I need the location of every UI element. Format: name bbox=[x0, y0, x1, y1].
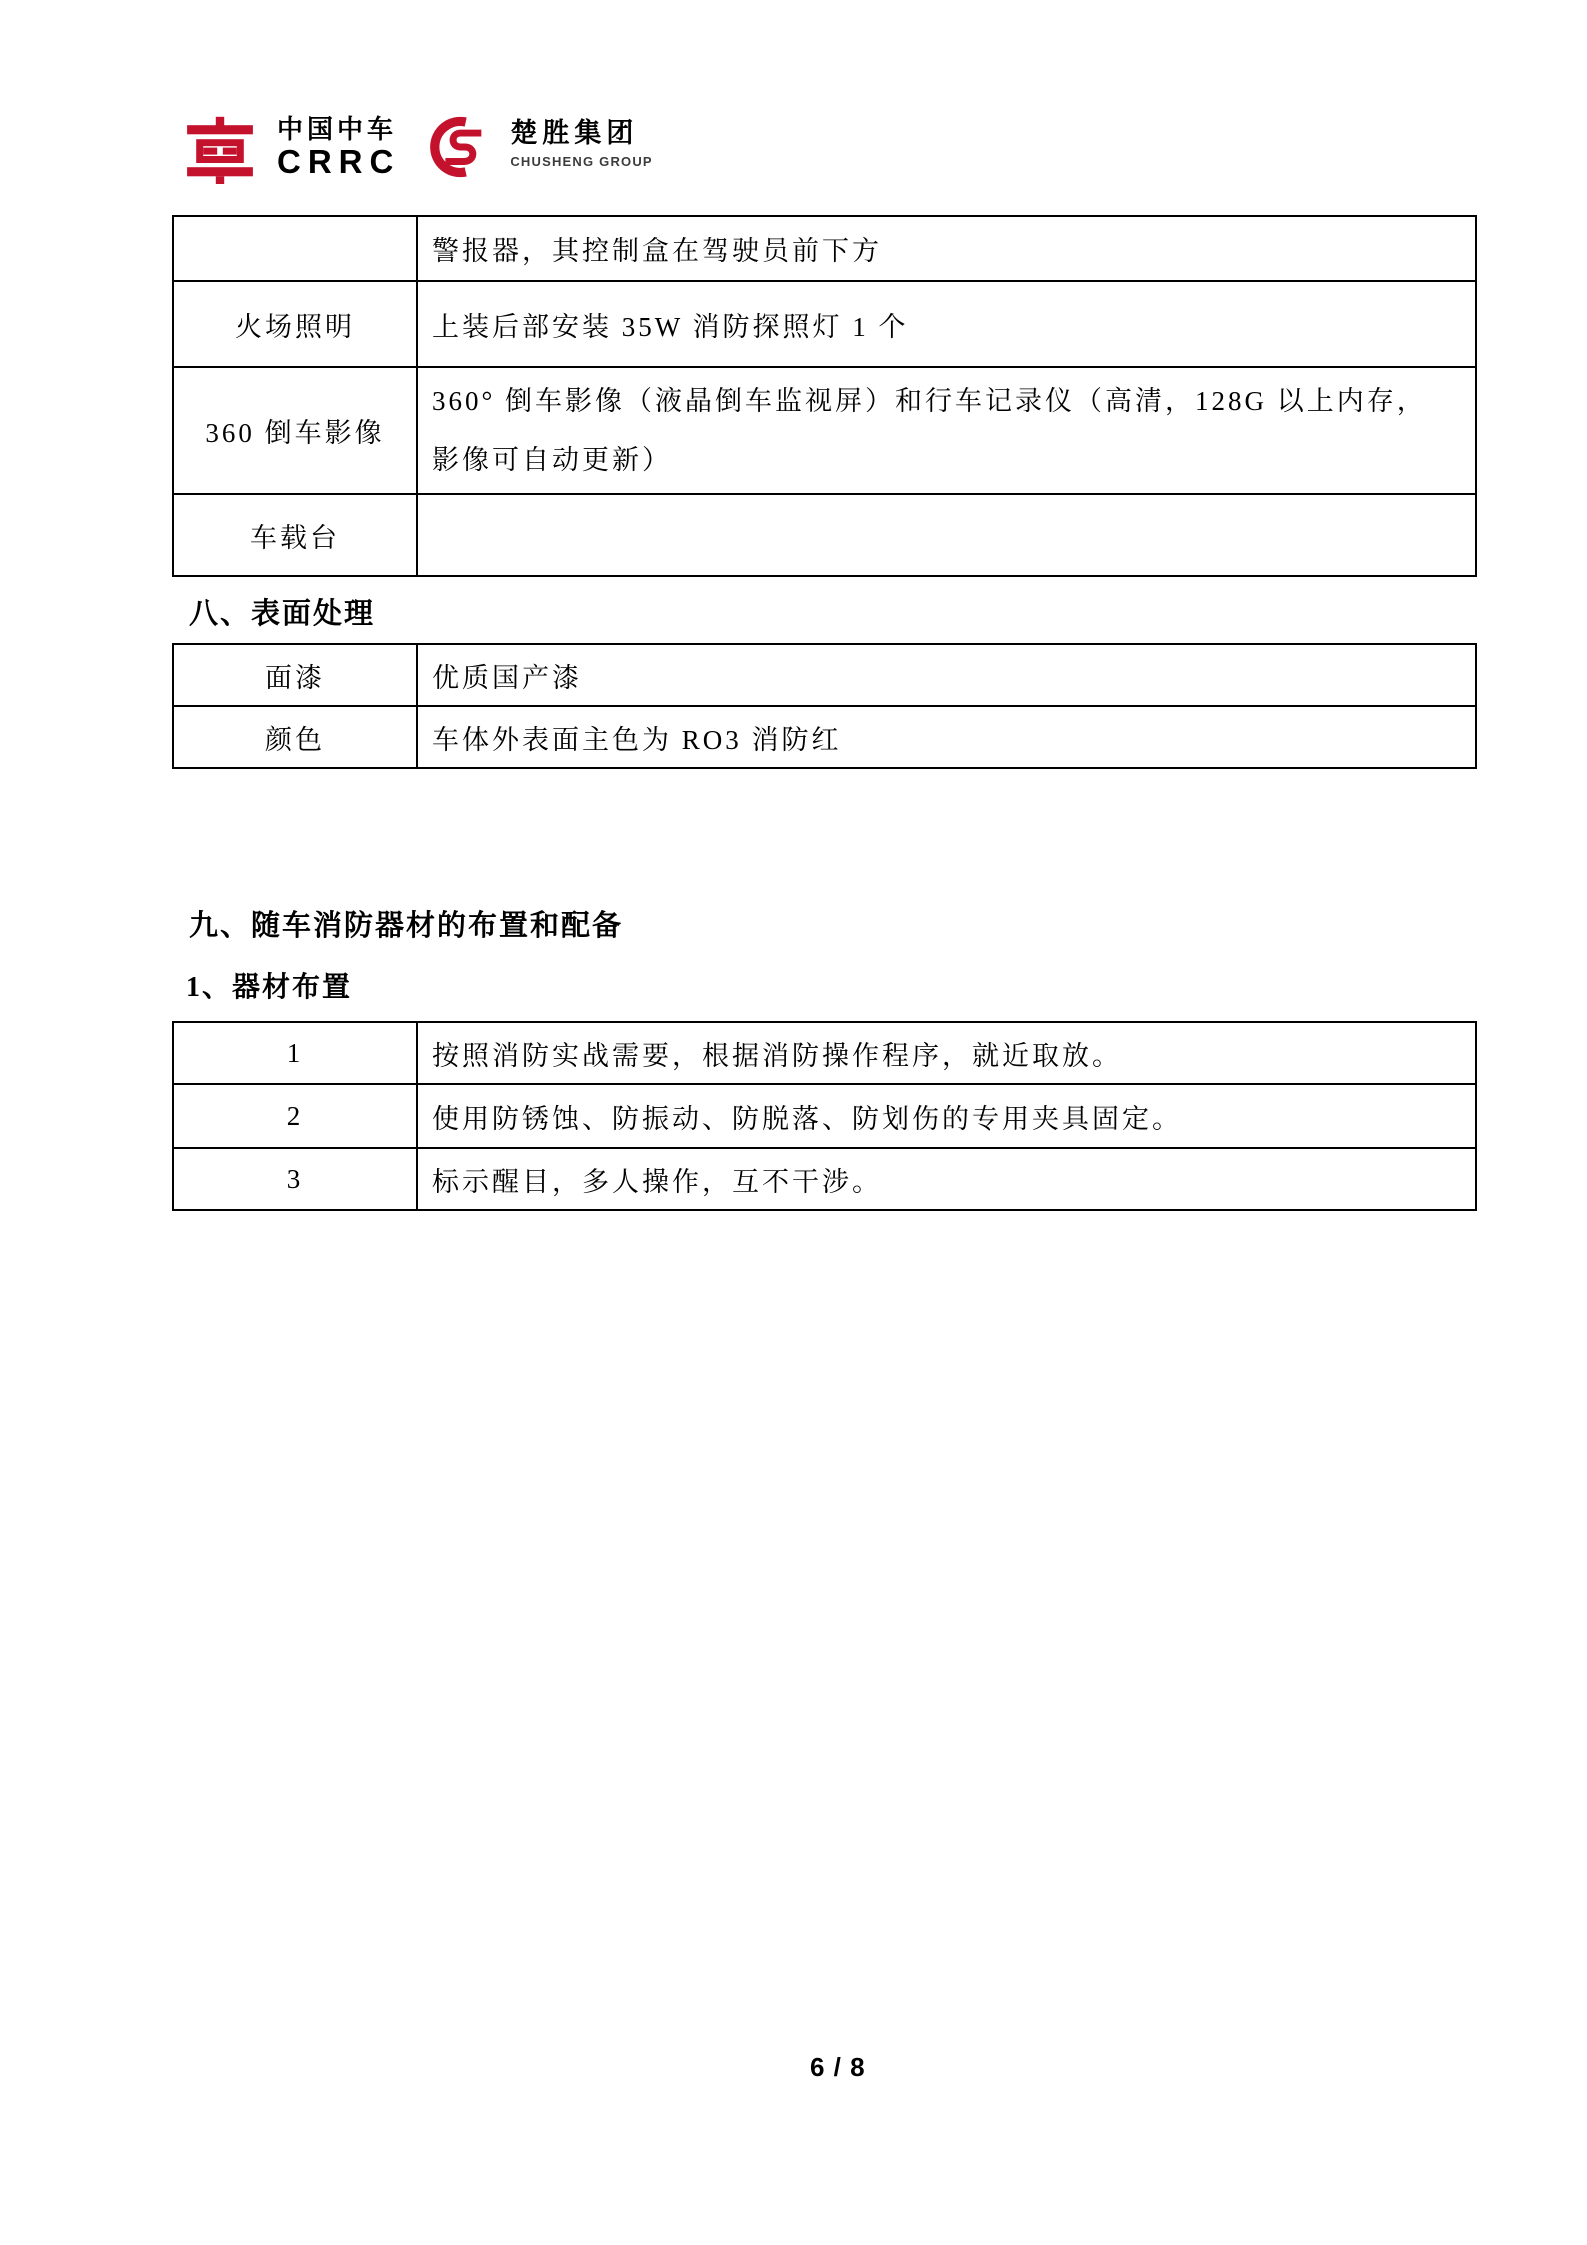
row-label-cell bbox=[173, 216, 417, 281]
section-heading-equipment: 九、随车消防器材的布置和配备 bbox=[189, 910, 624, 942]
row-value-cell bbox=[417, 367, 1476, 494]
crrc-logo-en: CRRC bbox=[277, 143, 401, 180]
table-row bbox=[173, 1022, 1476, 1084]
row-label-cell: 面漆 bbox=[173, 644, 417, 706]
page-number: 6 / 8 bbox=[810, 2052, 866, 2082]
row-value-cell: 按照消防实战需要，根据消防操作程序，就近取放。 bbox=[417, 1022, 1476, 1084]
subsection-heading-equipment-layout: 1、器材布置 bbox=[186, 972, 353, 1003]
table-row bbox=[173, 1084, 1476, 1148]
table-row bbox=[173, 494, 1476, 576]
table-row bbox=[173, 706, 1476, 768]
value-line: 360° 倒车影像（液晶倒车监视屏）和行车记录仪（高清，128G 以上内存， bbox=[432, 385, 1427, 416]
spec-table-continued bbox=[172, 215, 1477, 577]
section-heading-surface-treatment: 八、表面处理 bbox=[189, 598, 376, 630]
row-value-cell: 上装后部安装 35W 消防探照灯 1 个 bbox=[417, 281, 1476, 367]
table-row bbox=[173, 367, 1476, 494]
table-row bbox=[173, 1148, 1476, 1210]
row-label-cell: 火场照明 bbox=[173, 281, 417, 367]
row-value-cell: 警报器，其控制盒在驾驶员前下方 bbox=[417, 216, 1476, 281]
row-value-cell: 优质国产漆 bbox=[417, 644, 1476, 706]
chusheng-logo-text bbox=[510, 120, 652, 169]
row-value-cell: 使用防锈蚀、防振动、防脱落、防划伤的专用夹具固定。 bbox=[417, 1084, 1476, 1148]
header-logos bbox=[185, 112, 653, 186]
table-row bbox=[173, 644, 1476, 706]
equipment-layout-table bbox=[172, 1021, 1477, 1211]
chusheng-logo-cn: 楚胜集团 bbox=[510, 118, 639, 148]
row-value-cell bbox=[417, 494, 1476, 576]
row-value-cell: 标示醒目，多人操作，互不干涉。 bbox=[417, 1148, 1476, 1210]
crrc-logo-icon bbox=[185, 112, 255, 186]
row-value-cell: 车体外表面主色为 RO3 消防红 bbox=[417, 706, 1476, 768]
chusheng-logo-en: CHUSHENG GROUP bbox=[510, 154, 653, 169]
row-label-cell: 颜色 bbox=[173, 706, 417, 768]
crrc-logo-cn: 中国中车 bbox=[277, 114, 398, 144]
crrc-logo-text bbox=[277, 116, 400, 178]
row-label-cell: 车载台 bbox=[173, 494, 417, 576]
table-row bbox=[173, 216, 1476, 281]
surface-treatment-table bbox=[172, 643, 1477, 769]
table-row bbox=[173, 281, 1476, 367]
row-label-cell: 2 bbox=[173, 1084, 417, 1148]
row-label-cell: 1 bbox=[173, 1022, 417, 1084]
chusheng-logo-icon bbox=[428, 114, 486, 180]
value-line: 影像可自动更新） bbox=[432, 444, 672, 475]
row-label-cell: 3 bbox=[173, 1148, 417, 1210]
row-label-cell: 360 倒车影像 bbox=[173, 367, 417, 494]
